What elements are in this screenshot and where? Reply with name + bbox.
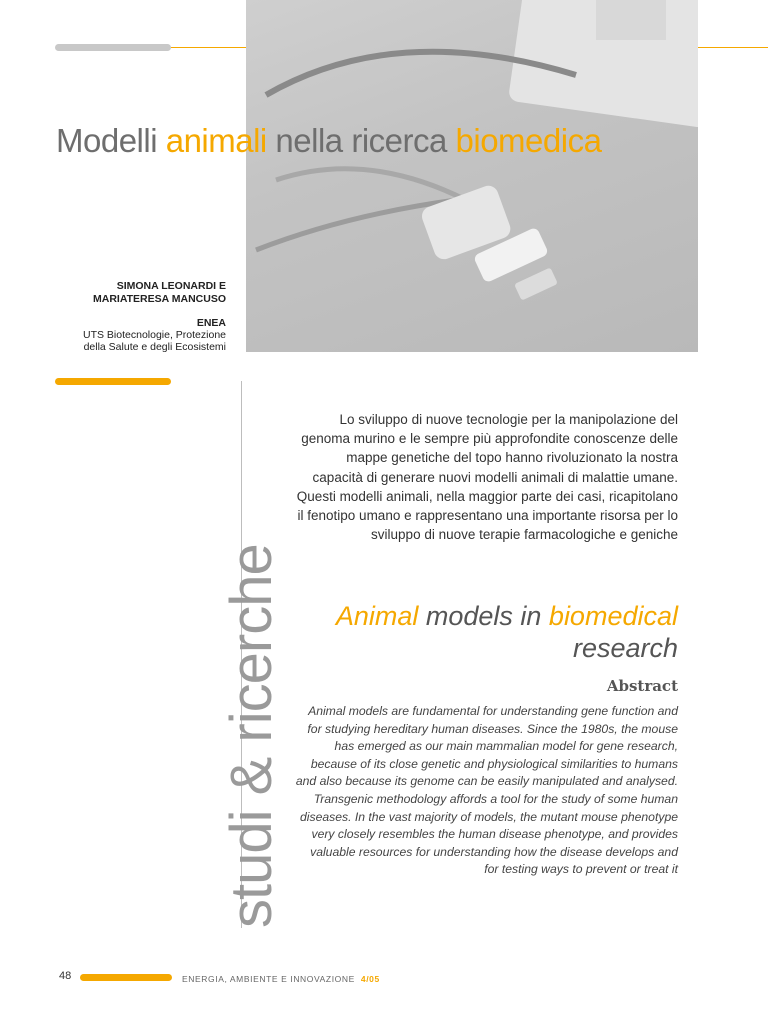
abstract-line: for studying hereditary human diseases. Since the 1980s, the mouse xyxy=(307,721,678,736)
photo-illustration xyxy=(246,0,698,352)
affiliation-line-2: della Salute e degli Ecosistemi xyxy=(83,341,226,353)
journal-name: ENERGIA, AMBIENTE E INNOVAZIONE xyxy=(182,974,355,984)
title-text-1: Modelli xyxy=(56,122,166,159)
title-accent-2: biomedica xyxy=(455,122,602,159)
article-title xyxy=(56,122,601,160)
abstract-line: valuable resources for understanding how the disease develops and xyxy=(310,844,678,859)
abstract-line: for testing ways to prevent or treat it xyxy=(484,862,678,877)
summary-line: capacità di generare nuovi modelli animali di malattie umane. xyxy=(312,469,678,485)
summary-line: mappe genetiche del topo hanno rivoluzionato la nostra xyxy=(346,450,678,466)
author-block xyxy=(6,280,226,306)
journal-footer xyxy=(182,974,380,984)
english-title-text-2: research xyxy=(572,633,678,663)
english-title-accent-1: Animal xyxy=(335,601,419,631)
abstract-line: because of its close genetic and physiological similarities to humans xyxy=(310,756,678,771)
issue-number: 4/05 xyxy=(360,974,380,984)
title-text-2: nella ricerca xyxy=(266,122,456,159)
abstract-line: very closely resembles the human disease phenotype, and provides xyxy=(311,827,678,842)
english-abstract xyxy=(238,703,678,879)
org-name: ENEA xyxy=(196,317,226,329)
author-line-1: SIMONA LEONARDI E xyxy=(116,280,226,292)
title-accent-1: animali xyxy=(165,122,267,159)
top-right-rule xyxy=(698,47,768,48)
english-title-accent-2: biomedical xyxy=(548,601,678,631)
page-number: 48 xyxy=(59,970,72,982)
affiliation-block xyxy=(6,317,226,353)
footer-orange-bar xyxy=(80,974,172,981)
summary-line: Lo sviluppo di nuove tecnologie per la manipolazione del xyxy=(339,412,678,427)
author-line-2: MARIATERESA MANCUSO xyxy=(93,293,226,305)
abstract-line: Animal models are fundamental for understanding gene function and xyxy=(308,704,678,718)
affiliation-line-1: UTS Biotecnologie, Protezione xyxy=(83,329,226,341)
english-title xyxy=(228,600,678,664)
section-orange-bar xyxy=(55,378,171,385)
summary-line: genoma murino e le sempre più approfondite conoscenze delle xyxy=(301,431,678,447)
top-left-rule xyxy=(171,47,246,48)
abstract-line: diseases. In the vast majority of models, the mutant mouse phenotype xyxy=(299,809,678,824)
abstract-heading: Abstract xyxy=(606,677,678,695)
abstract-line: Transgenic methodology affords a tool for the study of some human xyxy=(313,791,678,806)
cover-photo xyxy=(246,0,698,352)
english-title-text-1: models in xyxy=(418,601,549,631)
italian-summary xyxy=(228,410,678,544)
abstract-line: has emerged as our main mammalian model for gene research, xyxy=(334,739,678,754)
top-gray-bar xyxy=(55,44,171,51)
abstract-line: and also because its genome can be easily manipulated and analysed. xyxy=(295,774,678,789)
section-label: studi & ricerche xyxy=(219,544,284,928)
summary-line: il fenotipo umano e rappresentano una importante risorsa per lo xyxy=(297,508,678,524)
summary-line: sviluppo di nuove terapie farmacologiche e geniche xyxy=(371,527,678,543)
summary-line: Questi modelli animali, nella maggior parte dei casi, ricapitolano xyxy=(296,488,678,504)
